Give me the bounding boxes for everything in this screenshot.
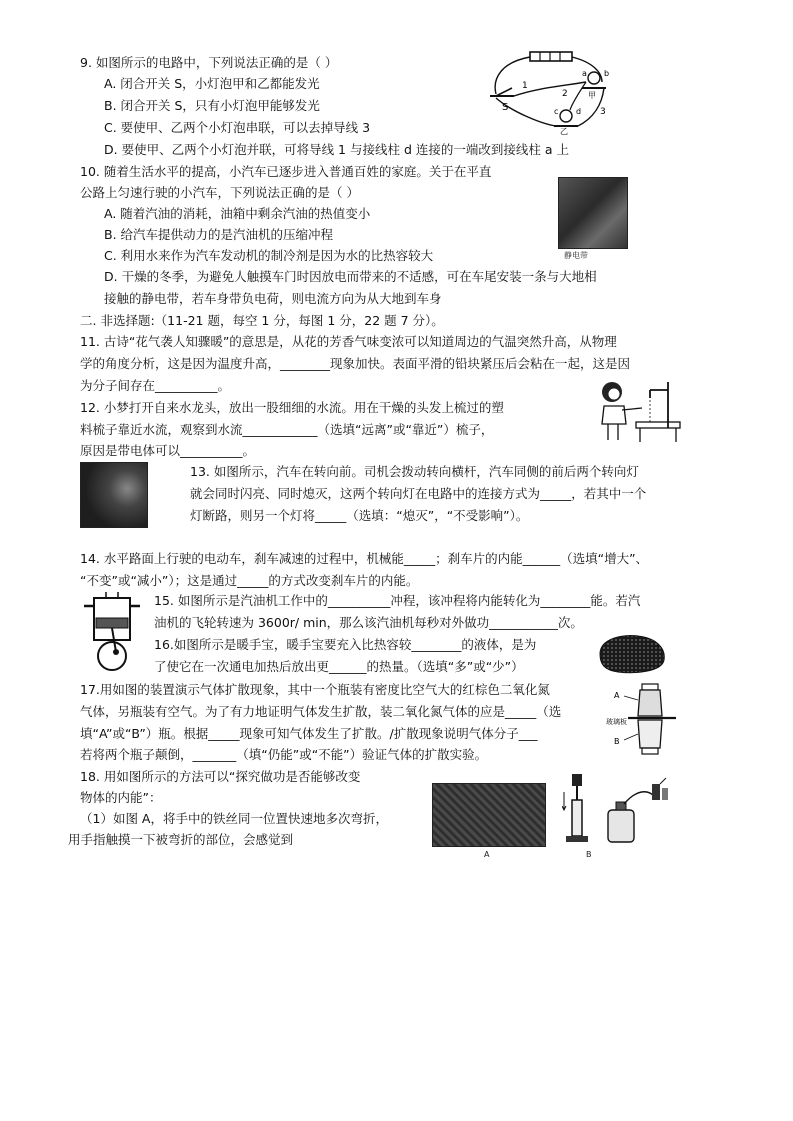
circuit-label-2: 2	[562, 89, 568, 99]
q18-line4: 用手指触摸一下被弯折的部位，会感觉到	[68, 832, 294, 847]
circuit-label-b: b	[604, 69, 610, 78]
q10-option-b: B. 给汽车提供动力的是汽油机的压缩冲程	[104, 227, 334, 242]
q14-line2: “不变”或“减小”）；这是通过_____的方式改变刹车片的内能。	[80, 573, 419, 588]
q11-line2: 学的角度分析，这是因为温度升高，________现象加快。表面平滑的铅块紧压后会粘在一起，这是因	[80, 356, 631, 371]
circuit-label-jia: 甲	[588, 91, 596, 100]
figure-a-caption: A	[484, 850, 490, 859]
circuit-label-a: a	[582, 69, 587, 78]
q17-line4: 若将两个瓶子颠倒，_______（填“仍能”或“不能”）验证气体的扩散实验。	[80, 747, 488, 762]
q16-line2: 了使它在一次通电加热后放出更______的热量。（选填“多”或“少”）	[154, 659, 524, 674]
q12-line3: 原因是带电体可以__________。	[80, 443, 256, 458]
circuit-label-3: 3	[600, 107, 606, 117]
q13-line2: 就会同时闪亮、同时熄灭，这两个转向灯在电路中的连接方式为_____，若其中一个	[190, 486, 647, 501]
circuit-label-d: d	[576, 107, 582, 116]
hand-warmer-image	[594, 630, 670, 676]
q14-line1: 14. 水平路面上行驶的电动车，刹车减速的过程中，机械能_____；刹车片的内能______（选填“增大”、	[80, 551, 649, 566]
compression-ignition-apparatus-diagram	[562, 770, 672, 852]
q15-line1: 15. 如图所示是汽油机工作中的__________冲程，该冲程将内能转化为________能。若汽	[154, 593, 641, 608]
q12-line2: 料梳子靠近水流，观察到水流____________（选填“远离”或“靠近”）梳子，	[80, 422, 494, 437]
q18-line3: （1）如图 A，将手中的铁丝同一位置快速地多次弯折，	[80, 811, 388, 826]
q10-stem-line1: 10. 随着生活水平的提高，小汽车已逐步进入普通百姓的家庭。关于在平直	[80, 164, 492, 179]
q13-line3: 灯断路，则另一个灯将_____（选填：“熄灭”，“不受影响”）。	[190, 508, 529, 523]
section-2-heading: 二. 非选择题:（11-21 题，每空 1 分，每图 1 分，22 题 7 分）。	[80, 313, 444, 328]
car-static-strap-photo	[558, 177, 628, 249]
gas-diffusion-bottles-diagram	[606, 682, 686, 762]
static-strap-caption: 静电带	[564, 251, 588, 260]
glass-plate-label: 玻璃板	[606, 718, 627, 726]
q11-line1: 11. 古诗“花气袭人知骤暖”的意思是，从花的芳香气味变浓可以知道周边的气温突然升高，从物理	[80, 334, 617, 349]
q9-option-a: A. 闭合开关 S，小灯泡甲和乙都能发光	[104, 76, 320, 91]
q13-line1: 13. 如图所示，汽车在转向前。司机会拨动转向横杆，汽车同侧的前后两个转向灯	[190, 464, 639, 479]
q18-line1: 18. 用如图所示的方法可以“探究做功是否能够改变	[80, 769, 361, 784]
circuit-label-1: 1	[522, 81, 528, 91]
q12-line1: 12. 小梦打开自来水龙头，放出一股细细的水流。用在干燥的头发上梳过的塑	[80, 400, 504, 415]
q17-line3: 填“A”或“B”）瓶。根据_____现象可知气体发生了扩散。/扩散现象说明气体分子___	[80, 726, 538, 741]
turn-signal-lever-photo	[80, 462, 148, 528]
circuit-label-s: S	[502, 102, 509, 113]
q17-line2: 气体，另瓶装有空气。为了有力地证明气体发生扩散，装二氧化氮气体的应是_____（选	[80, 704, 562, 719]
q9-option-d: D. 要使甲、乙两个小灯泡并联，可将导线 1 与接线柱 d 连接的一端改到接线柱 a 上	[104, 142, 569, 157]
q10-option-d-line1: D. 干燥的冬季，为避免人触摸车门时因放电而带来的不适感，可在车尾安装一条与大地相	[104, 269, 597, 284]
q10-option-a: A. 随着汽油的消耗，油箱中剩余汽油的热值变小	[104, 206, 371, 221]
circuit-label-c: c	[554, 107, 559, 116]
q9-option-b: B. 闭合开关 S，只有小灯泡甲能够发光	[104, 98, 320, 113]
q10-option-d-line2: 接触的静电带，若车身带负电荷，则电流方向为从大地到车身	[104, 291, 442, 306]
bottle-label-a: A	[614, 691, 620, 700]
q16-line1: 16.如图所示是暖手宝，暖手宝要充入比热容较________的液体，是为	[154, 637, 537, 652]
gasoline-engine-diagram	[76, 592, 148, 674]
circuit-label-yi: 乙	[560, 127, 568, 136]
q10-stem-line2: 公路上匀速行驶的小汽车，下列说法正确的是（ ）	[80, 185, 359, 200]
q17-line1: 17.用如图的装置演示气体扩散现象，其中一个瓶装有密度比空气大的红棕色二氧化氮	[80, 682, 550, 697]
bottle-label-b: B	[614, 737, 620, 746]
q11-line3: 为分子间存在__________。	[80, 378, 231, 393]
figure-b-caption: B	[586, 850, 592, 859]
circuit-diagram	[482, 48, 622, 136]
q9-option-c: C. 要使甲、乙两个小灯泡串联，可以去掉导线 3	[104, 120, 371, 135]
girl-faucet-illustration	[596, 378, 686, 444]
q15-line2: 油机的飞轮转速为 3600r/ min，那么该汽油机每秒对外做功___________次。	[154, 615, 583, 630]
bent-wire-photo	[432, 783, 546, 847]
q10-option-c: C. 利用水来作为汽车发动机的制冷剂是因为水的比热容较大	[104, 248, 434, 263]
q18-line2: 物体的内能”：	[80, 790, 162, 805]
q9-stem: 9. 如图所示的电路中，下列说法正确的是（ ）	[80, 55, 338, 70]
